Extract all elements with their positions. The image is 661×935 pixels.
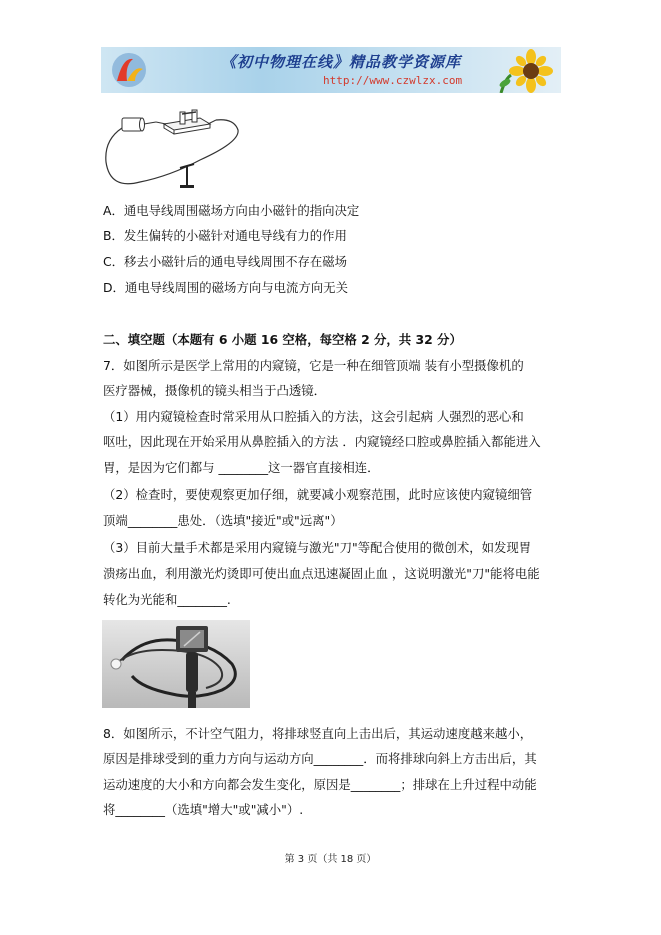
- q8-line: 将________（选填"增大"或"减小"）.: [103, 802, 304, 817]
- switch-icon: [156, 110, 216, 134]
- option-d: D．通电导线周围的磁场方向与电流方向无关: [103, 280, 348, 295]
- q7-line: 顶端________患处．（选填"接近"或"远离"）: [103, 513, 343, 528]
- sunflower-icon: [497, 49, 557, 93]
- q7-line: 呕吐，因此现在开始采用从鼻腔插入的方法 ．内窥镜经口腔或鼻腔插入都能进入: [103, 434, 541, 449]
- banner-url: http://www.czwlzx.com: [323, 74, 463, 87]
- q8-line: 运动速度的大小和方向都会发生变化，原因是________；排球在上升过程中动能: [103, 777, 537, 792]
- circuit-figure: [100, 100, 245, 195]
- battery-icon: [122, 118, 156, 131]
- q7-line: 7．如图所示是医学上常用的内窥镜，它是一种在细管顶端 装有小型摄像机的: [103, 358, 524, 373]
- q7-line: （1）用内窥镜检查时常采用从口腔插入的方法，这会引起病 人强烈的恶心和: [103, 409, 524, 424]
- option-b: B．发生偏转的小磁针对通电导线有力的作用: [103, 228, 347, 243]
- q7-line: 转化为光能和________.: [103, 592, 231, 607]
- q8-line: 原因是排球受到的重力方向与运动方向________．而将排球向斜上方击出后，其: [103, 751, 537, 766]
- q7-line: 医疗器械，摄像机的镜头相当于凸透镜．: [103, 383, 327, 398]
- q7-line: 胃，是因为它们都与 ________这一器官直接相连．: [103, 460, 380, 475]
- option-a: A．通电导线周围磁场方向由小磁针的指向决定: [103, 203, 360, 218]
- q7-line: （2）检查时，要使观察更加仔细，就要减小观察范围，此时应该使内窥镜细管: [103, 487, 533, 502]
- banner-title: 《初中物理在线》精品教学资源库: [221, 53, 462, 71]
- endoscope-photo: [102, 620, 250, 708]
- page-footer: 第 3 页（共 18 页）: [284, 854, 377, 865]
- compass-needle-icon: [180, 164, 194, 188]
- q8-line: 8．如图所示，不计空气阻力，将排球竖直向上击出后，其运动速度越来越小，: [103, 726, 533, 741]
- option-c: C．移去小磁针后的通电导线周围不存在磁场: [103, 254, 348, 269]
- q7-line: （3）目前大量手术都是采用内窥镜与激光"刀"等配合使用的微创术，如发现胃: [103, 540, 532, 555]
- header-banner: [101, 47, 561, 93]
- section-heading: 二、填空题（本题有 6 小题 16 空格，每空格 2 分，共 32 分）: [103, 332, 462, 347]
- logo-icon: [109, 51, 149, 89]
- q7-line: 溃疡出血，利用激光灼烫即可使出血点迅速凝固止血 ，这说明激光"刀"能将电能: [103, 566, 540, 581]
